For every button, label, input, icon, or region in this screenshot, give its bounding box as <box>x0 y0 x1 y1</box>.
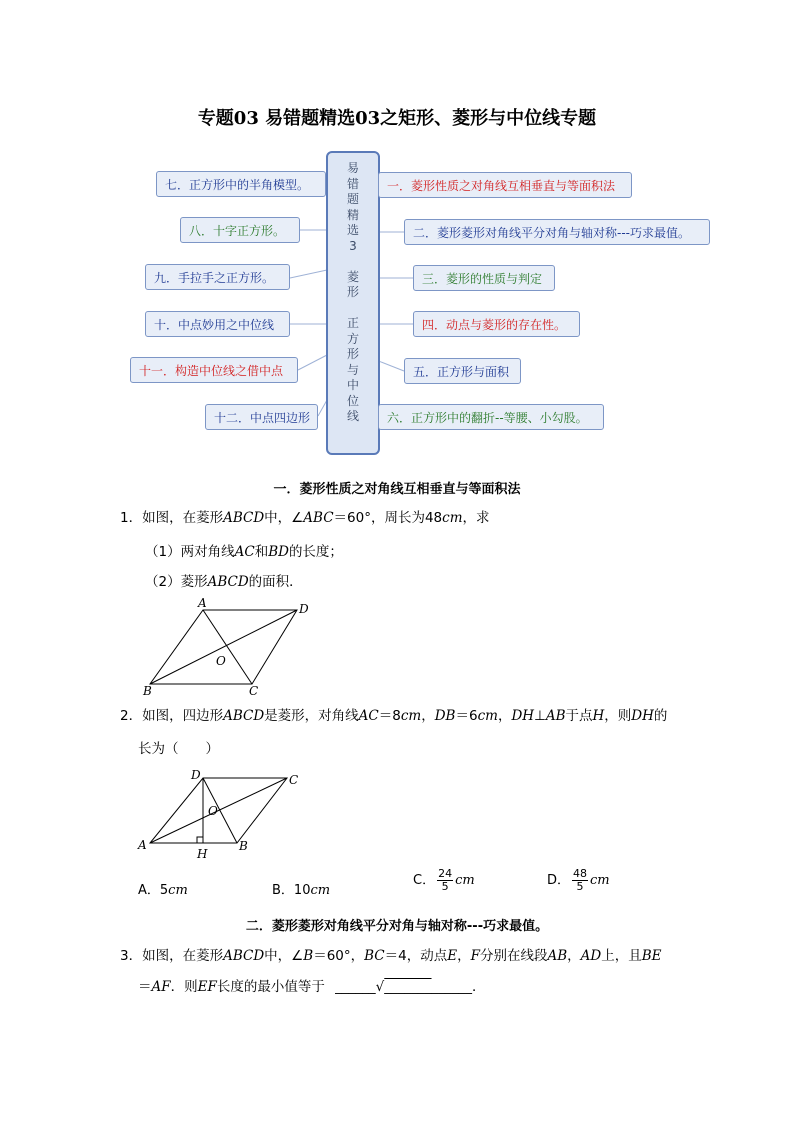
q-var: cm <box>400 708 422 724</box>
label-d: D <box>191 768 201 782</box>
label-a: A <box>198 596 207 610</box>
q-var: cm <box>477 708 498 724</box>
option-d[interactable] <box>547 868 610 893</box>
connector <box>376 360 404 371</box>
question-number: 2． <box>120 708 143 724</box>
mindmap-node-7: 七．正方形中的半角模型。 <box>156 171 326 197</box>
q-text: ＝60°， <box>313 948 365 964</box>
fraction <box>572 868 588 893</box>
q-var: BD <box>268 544 289 560</box>
option-b[interactable] <box>272 879 330 898</box>
blank-line: _______ <box>384 979 432 995</box>
q-var: ABCD <box>207 574 249 590</box>
q-text: ＝ <box>138 979 152 995</box>
q-var: B <box>303 948 314 964</box>
numerator: 24 <box>438 867 453 880</box>
mindmap-node-10: 十．中点妙用之中位线 <box>145 311 290 337</box>
question-1-part-1 <box>145 540 343 560</box>
q-text: 和 <box>254 544 269 560</box>
question-number: 1． <box>120 510 143 526</box>
q-text: （2）菱形 <box>145 574 208 590</box>
q-text: ，则 <box>604 708 632 724</box>
q-var: DH <box>631 708 654 724</box>
q-text: ＝8 <box>378 708 401 724</box>
q-var: DH <box>511 708 535 724</box>
option-unit: cm <box>455 873 475 888</box>
q-text: ＝4，动点 <box>384 948 448 964</box>
question-number: 3． <box>120 948 143 964</box>
label-b: B <box>143 684 152 698</box>
question-3-line-2 <box>138 976 486 998</box>
mindmap-node-1: 一．菱形性质之对角线互相垂直与等面积法 <box>378 172 632 198</box>
q-var: AF <box>151 979 171 995</box>
mindmap-node-8: 八．十字正方形。 <box>180 217 300 243</box>
mindmap-node-6: 六．正方形中的翻折--等腰、小勾股。 <box>378 404 604 430</box>
option-a[interactable] <box>138 879 188 898</box>
mindmap-center <box>326 151 380 455</box>
q-var: AB <box>547 948 568 964</box>
label-o: O <box>208 804 218 818</box>
numerator: 48 <box>573 867 588 880</box>
q-var: ABCD <box>223 510 265 526</box>
q-var: H <box>592 708 605 724</box>
option-unit: cm <box>590 873 610 888</box>
q-text: ＝60°，周长为48 <box>333 510 443 526</box>
label-o: O <box>216 654 226 668</box>
q-text: ， <box>421 708 435 724</box>
q-text: 上，且 <box>601 948 642 964</box>
label-b: B <box>239 839 248 853</box>
rhombus-figure-1 <box>135 595 320 700</box>
q-text: 的 <box>653 708 668 724</box>
question-3 <box>120 945 662 967</box>
label-a: A <box>138 838 147 852</box>
q-var: E <box>447 948 458 964</box>
q-text: ， <box>567 948 581 964</box>
mindmap-node-2: 二．菱形菱形对角线平分对角与轴对称---巧求最值。 <box>404 219 710 245</box>
q-text: ＝6 <box>455 708 478 724</box>
sqrt-symbol: √ <box>375 979 385 995</box>
q-var: cm <box>442 510 463 526</box>
section-heading-1: 一．菱形性质之对角线互相垂直与等面积法 <box>273 482 521 497</box>
q-text: ，求 <box>462 510 490 526</box>
q-text: ．则 <box>170 979 198 995</box>
q-text: 分别在线段 <box>479 948 548 964</box>
label-h: H <box>197 847 208 861</box>
q-text: 的面积． <box>248 574 303 590</box>
label-c: C <box>289 773 299 787</box>
q-var: BC <box>364 948 385 964</box>
question-2 <box>120 705 667 727</box>
label-c: C <box>249 684 259 698</box>
q-var: AB <box>545 708 566 724</box>
blank-line: ______ <box>431 979 473 995</box>
answer-blank[interactable] <box>335 979 472 995</box>
q-var: EF <box>197 979 217 995</box>
q-text: ， <box>457 948 471 964</box>
denominator: 5 <box>576 880 584 893</box>
q-text: 长度的最小值等于 <box>216 979 325 995</box>
q-var: ABCD <box>223 948 265 964</box>
q-text: 如图，在菱形 <box>142 510 224 526</box>
mindmap-center-text: 易 错 题 精 选 3 菱 形 正 方 形 与 中 位 线 <box>346 161 359 423</box>
q-text: 是菱形，对角线 <box>264 708 359 724</box>
q-text: 中，∠ <box>264 510 304 526</box>
question-1 <box>120 507 490 529</box>
option-unit: cm <box>310 883 331 898</box>
q-var: AC <box>358 708 379 724</box>
q-text: ， <box>497 708 512 724</box>
option-text: A．5 <box>138 883 169 898</box>
denominator: 5 <box>441 880 449 893</box>
mindmap-node-11: 十一．构造中位线之借中点 <box>130 357 298 383</box>
fraction <box>437 868 453 893</box>
question-1-part-2 <box>145 570 303 590</box>
mindmap-node-3: 三．菱形的性质与判定 <box>413 265 555 291</box>
option-text: D． <box>547 873 571 888</box>
q-text: （1）两对角线 <box>145 544 235 560</box>
q-text: 的长度； <box>288 544 343 560</box>
mindmap-node-9: 九．手拉手之正方形。 <box>145 264 290 290</box>
section-heading-2: 二．菱形菱形对角线平分对角与轴对称---巧求最值。 <box>245 919 549 934</box>
label-d: D <box>299 602 309 616</box>
option-text: B．10 <box>272 883 311 898</box>
question-2-line-2: 长为（ ） <box>138 741 219 757</box>
option-text: C． <box>413 873 436 888</box>
diagonal-ac <box>150 778 287 843</box>
mindmap-node-5: 五．正方形与面积 <box>404 358 521 384</box>
q-var: F <box>470 948 480 964</box>
q-var: AD <box>580 948 602 964</box>
q-text: 如图，在菱形 <box>142 948 224 964</box>
q-text: ⊥ <box>534 708 546 724</box>
blank-line: ______ <box>335 979 376 995</box>
q-var: ABC <box>303 510 334 526</box>
q-text: 中，∠ <box>264 948 304 964</box>
rhombus-figure-2 <box>135 765 310 865</box>
page-title: 专题03 易错题精选03之矩形、菱形与中位线专题 <box>197 108 597 129</box>
connector <box>290 270 327 278</box>
q-text: 如图，四边形 <box>142 708 224 724</box>
mindmap-node-12: 十二．中点四边形 <box>205 404 318 430</box>
option-c[interactable] <box>413 868 475 893</box>
q-text: 于点 <box>565 708 593 724</box>
mindmap-node-4: 四．动点与菱形的存在性。 <box>413 311 580 337</box>
connector <box>298 355 327 370</box>
q-var: BE <box>641 948 662 964</box>
q-text: ． <box>472 979 486 995</box>
q-var: ABCD <box>223 708 265 724</box>
right-angle-mark <box>197 837 203 843</box>
q-var: DB <box>434 708 456 724</box>
option-unit: cm <box>168 883 188 898</box>
diagonal-ac <box>203 610 252 684</box>
q-var: AC <box>234 544 255 560</box>
